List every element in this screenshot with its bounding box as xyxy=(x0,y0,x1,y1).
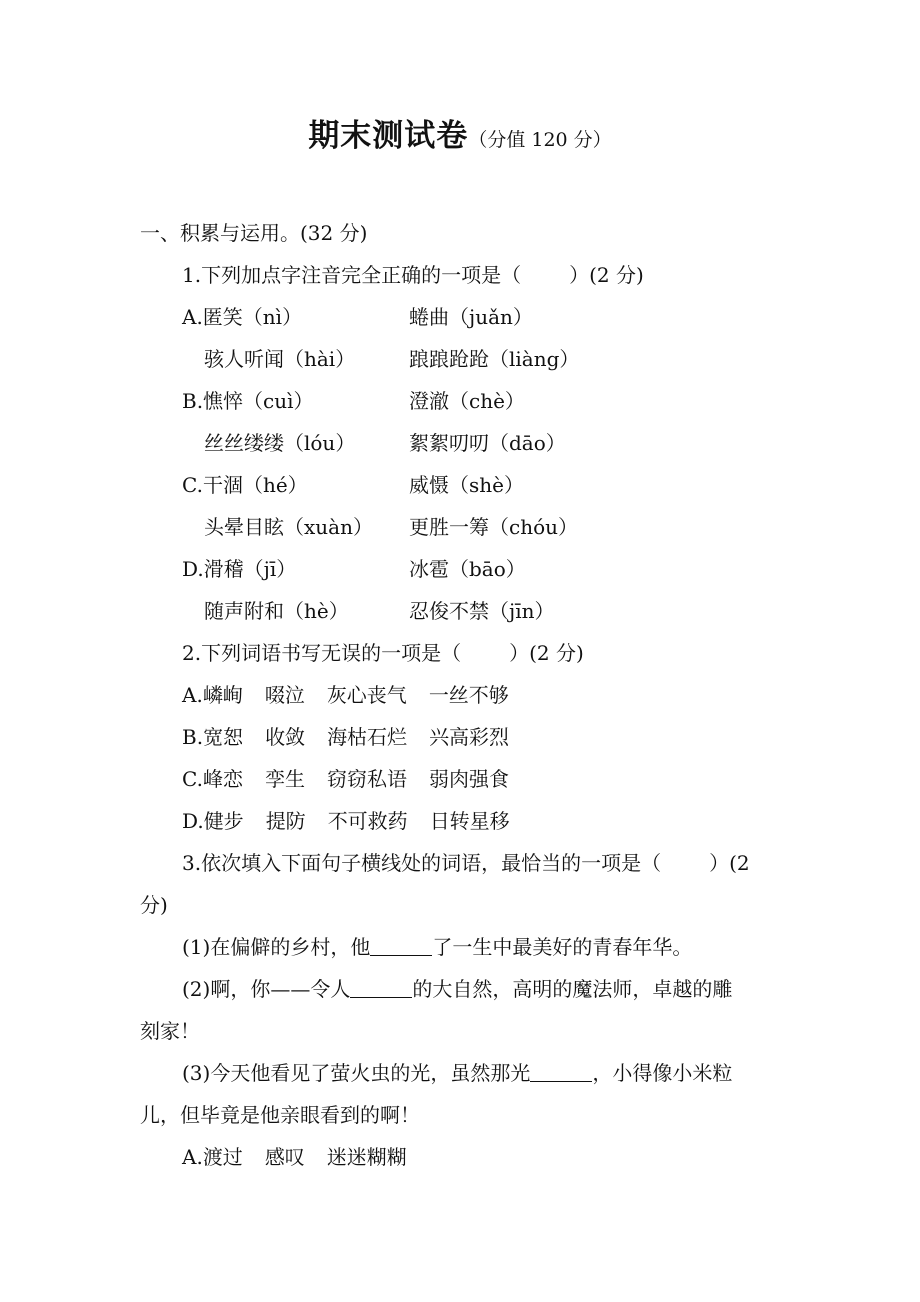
q1-option-row xyxy=(140,296,786,338)
option-label: A. xyxy=(182,1145,203,1169)
q1-stem-points: ）(2 分) xyxy=(569,263,644,287)
q1-option-cell: 踉踉跄跄（liàng） xyxy=(409,347,580,371)
q1-option-cell: D.滑稽（jī） xyxy=(182,557,297,581)
q1-option-row xyxy=(140,422,786,464)
q3-stem-continued: 分) xyxy=(140,893,168,917)
exam-body xyxy=(140,212,786,1178)
q1-option-cell: B.憔悴（cuì） xyxy=(182,389,314,413)
q3-stem-text: 3.依次填入下面句子横线处的词语，最恰当的一项是（ xyxy=(182,851,662,875)
q2-option-row xyxy=(140,674,786,716)
option-word: 弱肉强食 xyxy=(428,767,509,791)
q1-option-cell: 更胜一筹（chóu） xyxy=(409,515,579,539)
q1-option-cell: A.匿笑（nì） xyxy=(182,305,303,329)
question-3-stem xyxy=(140,842,786,884)
title-main: 期末测试卷 xyxy=(308,118,469,154)
q1-option-cell: 威慑（shè） xyxy=(409,473,524,497)
option-word: 健步 xyxy=(203,809,244,833)
q3-sentence-3-continued: 儿，但毕竟是他亲眼看到的啊！ xyxy=(140,1103,420,1127)
option-word: 渡过 xyxy=(202,1145,243,1169)
q1-option-row xyxy=(140,590,786,632)
option-label: A. xyxy=(182,683,203,707)
option-word: 不可救药 xyxy=(327,809,408,833)
q1-option-cell: 骇人听闻（hài） xyxy=(204,347,356,371)
q3-sentence-1 xyxy=(140,926,786,968)
option-word: 嶙峋 xyxy=(202,683,243,707)
q1-option-cell: 随声附和（hè） xyxy=(204,599,349,623)
option-word: 一丝不够 xyxy=(428,683,509,707)
option-word: 日转星移 xyxy=(429,809,510,833)
sentence-text: (1)在偏僻的乡村，他 xyxy=(182,935,371,959)
option-word: 迷迷糊糊 xyxy=(326,1145,407,1169)
sentence-text: 的大自然，高明的魔法师，卓越的雕 xyxy=(412,977,733,1001)
q1-option-row xyxy=(140,506,786,548)
fill-blank xyxy=(530,1061,592,1082)
option-word: 宽恕 xyxy=(203,725,244,749)
title-score: （分值 120 分） xyxy=(468,129,612,151)
option-word: 兴高彩烈 xyxy=(429,725,510,749)
q1-stem-text: 1.下列加点字注音完全正确的一项是（ xyxy=(182,263,522,287)
question-1-stem xyxy=(140,254,786,296)
q2-option-row xyxy=(140,800,786,842)
q2-stem-points: ）(2 分) xyxy=(509,641,584,665)
q3-sentence-2 xyxy=(140,968,786,1010)
option-word: 收敛 xyxy=(265,725,306,749)
option-label: C. xyxy=(182,767,203,791)
q3-sentence-3 xyxy=(140,1052,786,1094)
q2-option-row xyxy=(140,758,786,800)
sentence-text: ，小得像小米粒 xyxy=(592,1061,733,1085)
q1-option-row xyxy=(140,380,786,422)
option-label: D. xyxy=(182,809,204,833)
q3-option-row xyxy=(140,1136,786,1178)
question-2-stem xyxy=(140,632,786,674)
fill-blank xyxy=(350,977,412,998)
exam-title xyxy=(0,112,920,165)
q1-option-cell: 头晕目眩（xuàn） xyxy=(204,515,373,539)
q1-option-cell: 丝丝缕缕（lóu） xyxy=(204,431,356,455)
sentence-text: 了一生中最美好的青春年华。 xyxy=(432,935,693,959)
q1-option-cell: 忍俊不禁（jīn） xyxy=(409,599,555,623)
option-word: 峰恋 xyxy=(202,767,243,791)
q1-option-cell: 絮絮叨叨（dāo） xyxy=(409,431,566,455)
option-word: 海枯石烂 xyxy=(327,725,408,749)
q2-stem-text: 2.下列词语书写无误的一项是（ xyxy=(182,641,462,665)
option-word: 感叹 xyxy=(264,1145,305,1169)
option-word: 提防 xyxy=(265,809,306,833)
q2-option-row xyxy=(140,716,786,758)
q3-stem-points: ）(2 xyxy=(709,851,750,875)
option-label: B. xyxy=(182,725,204,749)
q1-option-row xyxy=(140,548,786,590)
option-word: 窃窃私语 xyxy=(326,767,407,791)
q1-option-cell: C.干涸（hé） xyxy=(182,473,308,497)
q1-option-cell: 冰雹（bāo） xyxy=(409,557,526,581)
q1-option-cell: 澄澈（chè） xyxy=(409,389,525,413)
section-heading: 一、积累与运用。(32 分) xyxy=(140,221,368,245)
option-word: 孪生 xyxy=(264,767,305,791)
sentence-text: (2)啊，你——令人 xyxy=(182,977,351,1001)
sentence-text: (3)今天他看见了萤火虫的光，虽然那光 xyxy=(182,1061,531,1085)
q1-option-row xyxy=(140,338,786,380)
option-word: 灰心丧气 xyxy=(326,683,407,707)
fill-blank xyxy=(370,935,432,956)
q3-sentence-2-continued: 刻家！ xyxy=(140,1019,200,1043)
option-word: 啜泣 xyxy=(264,683,305,707)
q1-option-cell: 蜷曲（juǎn） xyxy=(409,305,533,329)
q1-option-row xyxy=(140,464,786,506)
